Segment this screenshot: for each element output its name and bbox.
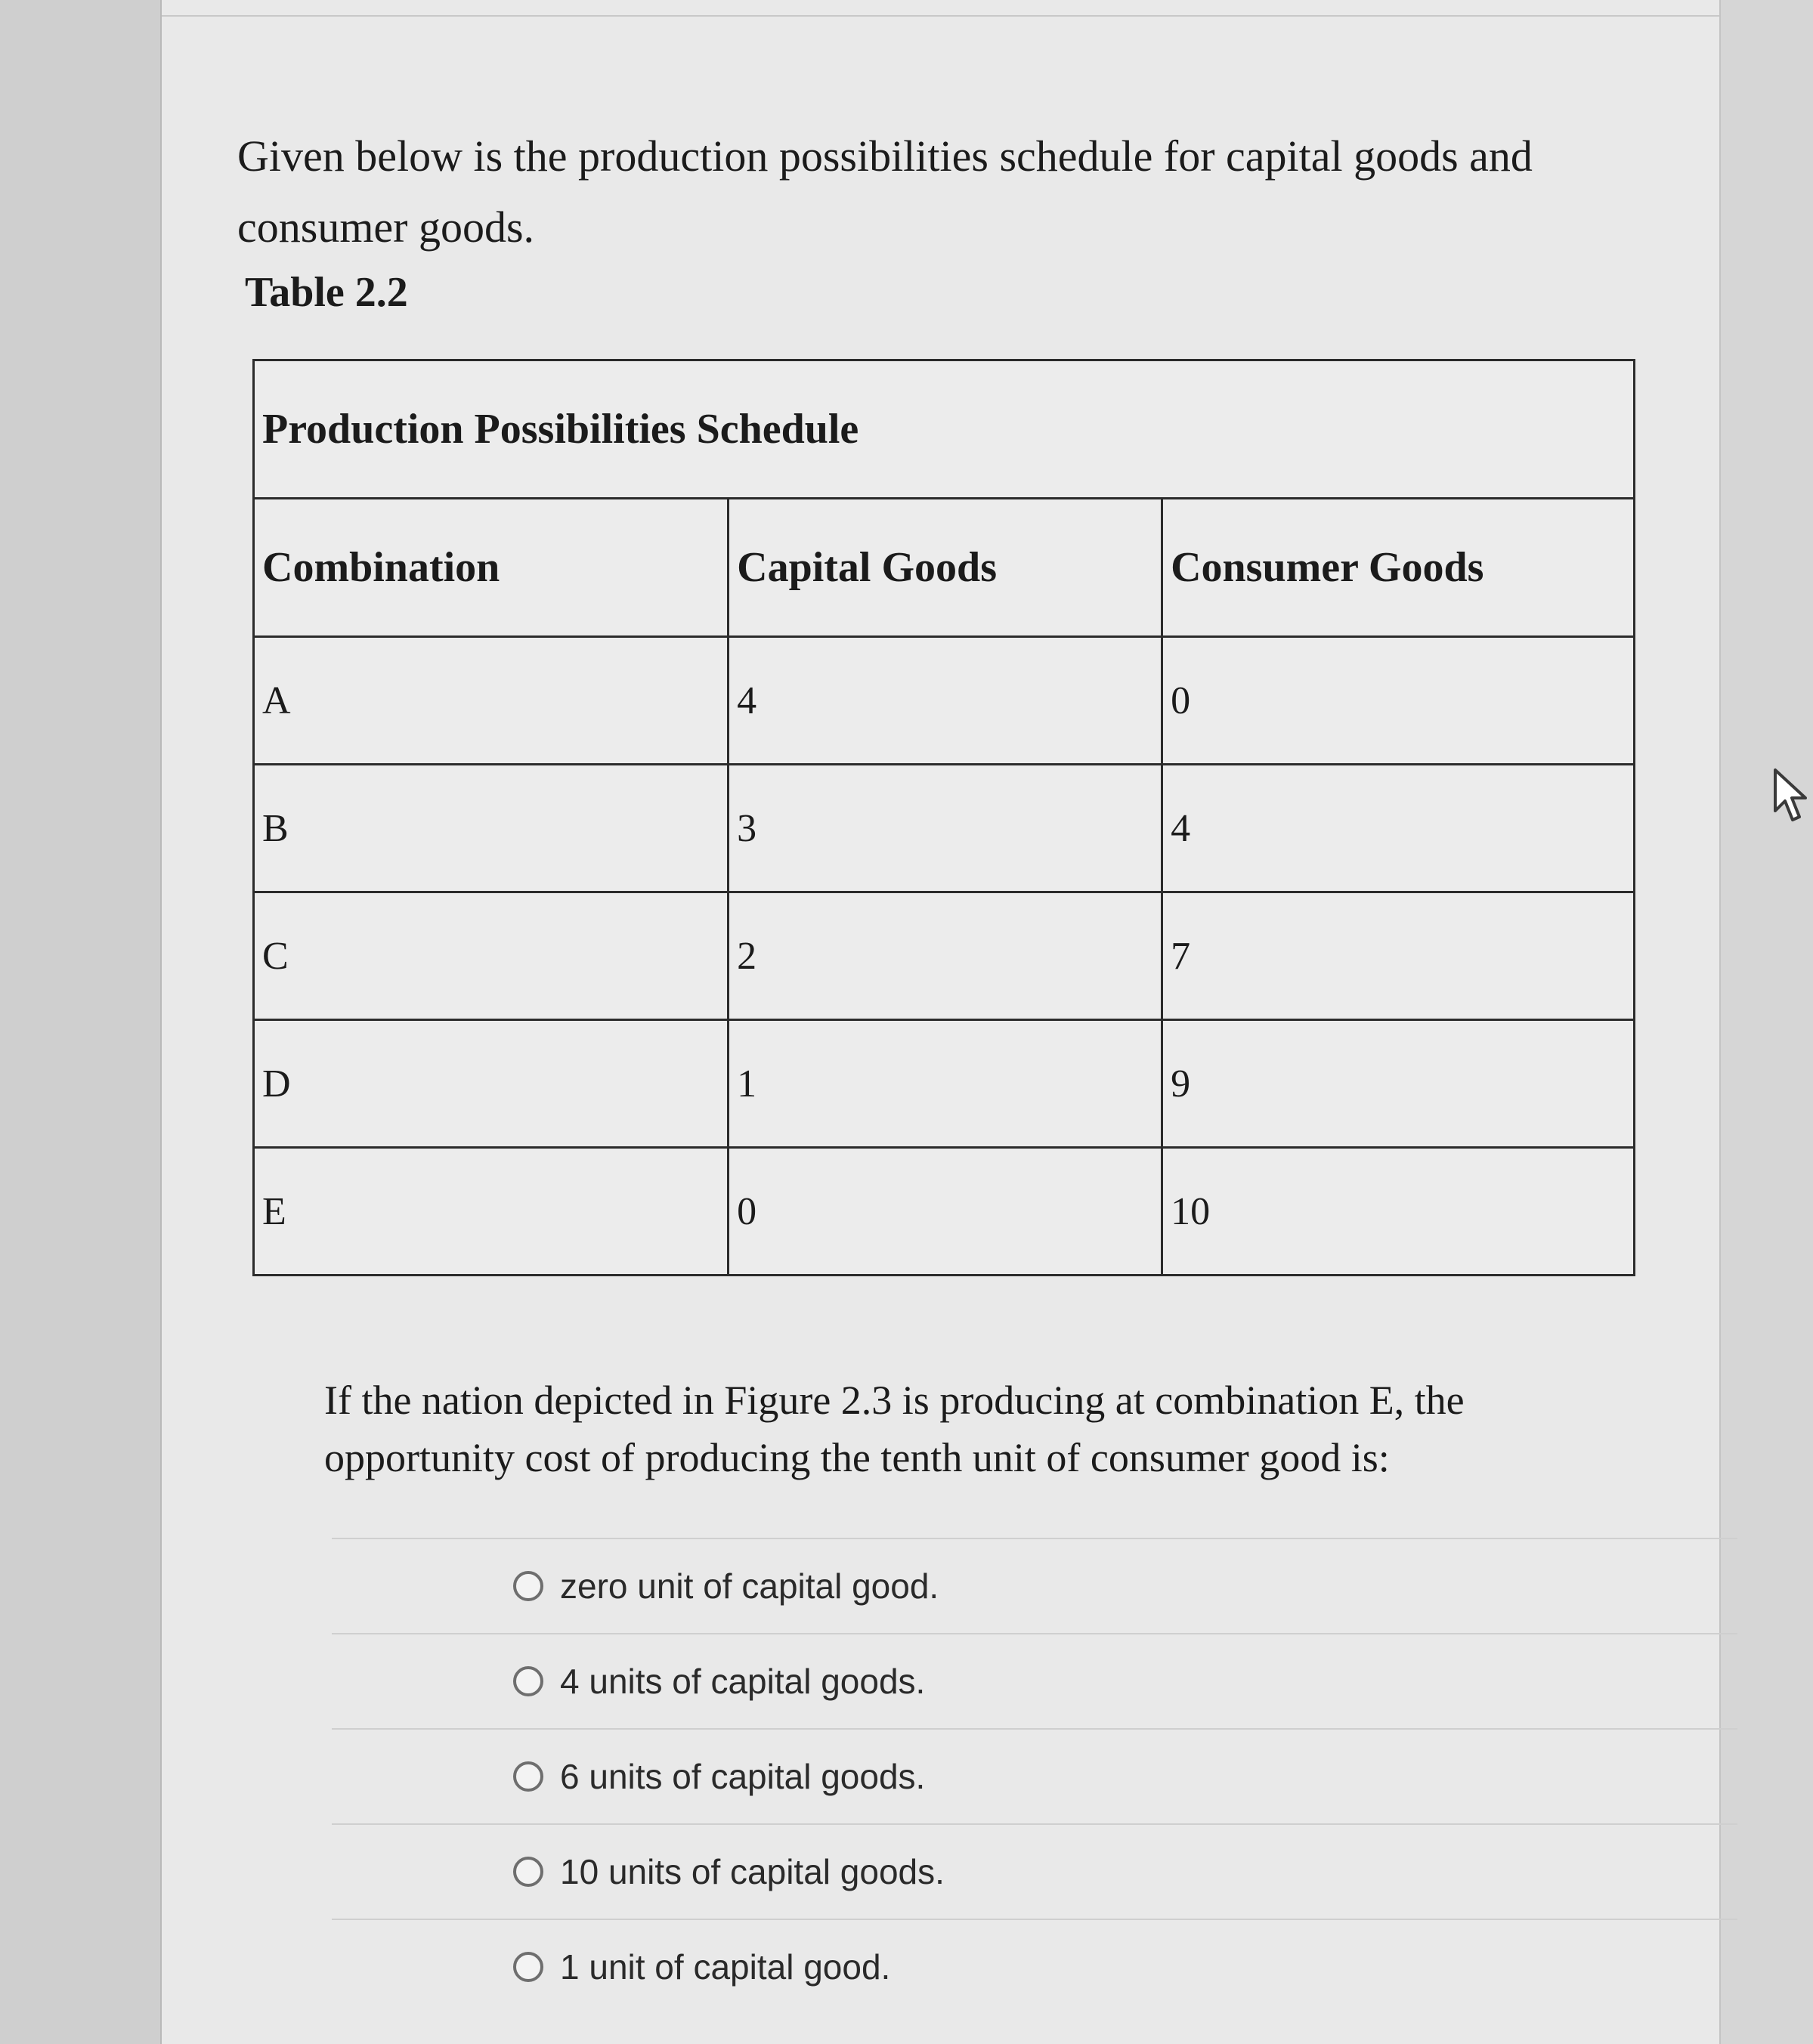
mouse-pointer-icon (1772, 767, 1810, 824)
intro-text: Given below is the production possibilities schedule for capital goods and consumer goods. (237, 131, 1533, 252)
answer-option-label: 4 units of capital goods. (560, 1662, 926, 1701)
answer-option-label: 10 units of capital goods. (560, 1852, 945, 1891)
table-title-row (254, 360, 1635, 499)
answer-option-1-unit[interactable] (332, 1919, 1737, 2014)
question-text: If the nation depicted in Figure 2.3 is producing at combination E, the opportunity cost of producing the tenth unit of consumer good is: (324, 1378, 1465, 1480)
header-capital-goods: Capital Goods (729, 499, 1162, 637)
table-row (254, 637, 1635, 765)
cell-capital-goods: 2 (729, 892, 1162, 1020)
radio-button-icon[interactable] (513, 1952, 543, 1982)
cell-combination: D (254, 1020, 729, 1148)
cell-combination: B (254, 765, 729, 892)
table-row (254, 765, 1635, 892)
answer-option-label: 6 units of capital goods. (560, 1757, 926, 1796)
cell-capital-goods: 1 (729, 1020, 1162, 1148)
table-row (254, 892, 1635, 1020)
answer-option-10-units[interactable] (332, 1823, 1737, 1919)
answer-option-label: zero unit of capital good. (560, 1566, 939, 1606)
radio-button-icon[interactable] (513, 1857, 543, 1887)
radio-button-icon[interactable] (513, 1761, 543, 1792)
radio-button-icon[interactable] (513, 1666, 543, 1696)
cell-consumer-goods: 9 (1162, 1020, 1635, 1148)
production-possibilities-table (252, 359, 1635, 1276)
cell-capital-goods: 0 (729, 1148, 1162, 1276)
table-caption: Table 2.2 (245, 269, 408, 316)
table-row (254, 1148, 1635, 1276)
cell-combination: C (254, 892, 729, 1020)
cell-combination: A (254, 637, 729, 765)
answer-options (332, 1538, 1737, 2014)
cell-consumer-goods: 4 (1162, 765, 1635, 892)
cell-combination: E (254, 1148, 729, 1276)
header-combination: Combination (254, 499, 729, 637)
cell-capital-goods: 3 (729, 765, 1162, 892)
cell-consumer-goods: 7 (1162, 892, 1635, 1020)
answer-option-label: 1 unit of capital good. (560, 1947, 891, 1987)
table-title: Production Possibilities Schedule (254, 360, 1635, 499)
top-divider (162, 15, 1719, 17)
table-header-row (254, 499, 1635, 637)
header-consumer-goods: Consumer Goods (1162, 499, 1635, 637)
radio-button-icon[interactable] (513, 1571, 543, 1601)
answer-option-4-units[interactable] (332, 1633, 1737, 1728)
answer-option-zero-units[interactable] (332, 1538, 1737, 1633)
cell-consumer-goods: 10 (1162, 1148, 1635, 1276)
table-row (254, 1020, 1635, 1148)
left-background-rail (0, 0, 160, 2044)
cell-capital-goods: 4 (729, 637, 1162, 765)
cell-consumer-goods: 0 (1162, 637, 1635, 765)
answer-option-6-units[interactable] (332, 1728, 1737, 1823)
question-page (160, 0, 1721, 2044)
